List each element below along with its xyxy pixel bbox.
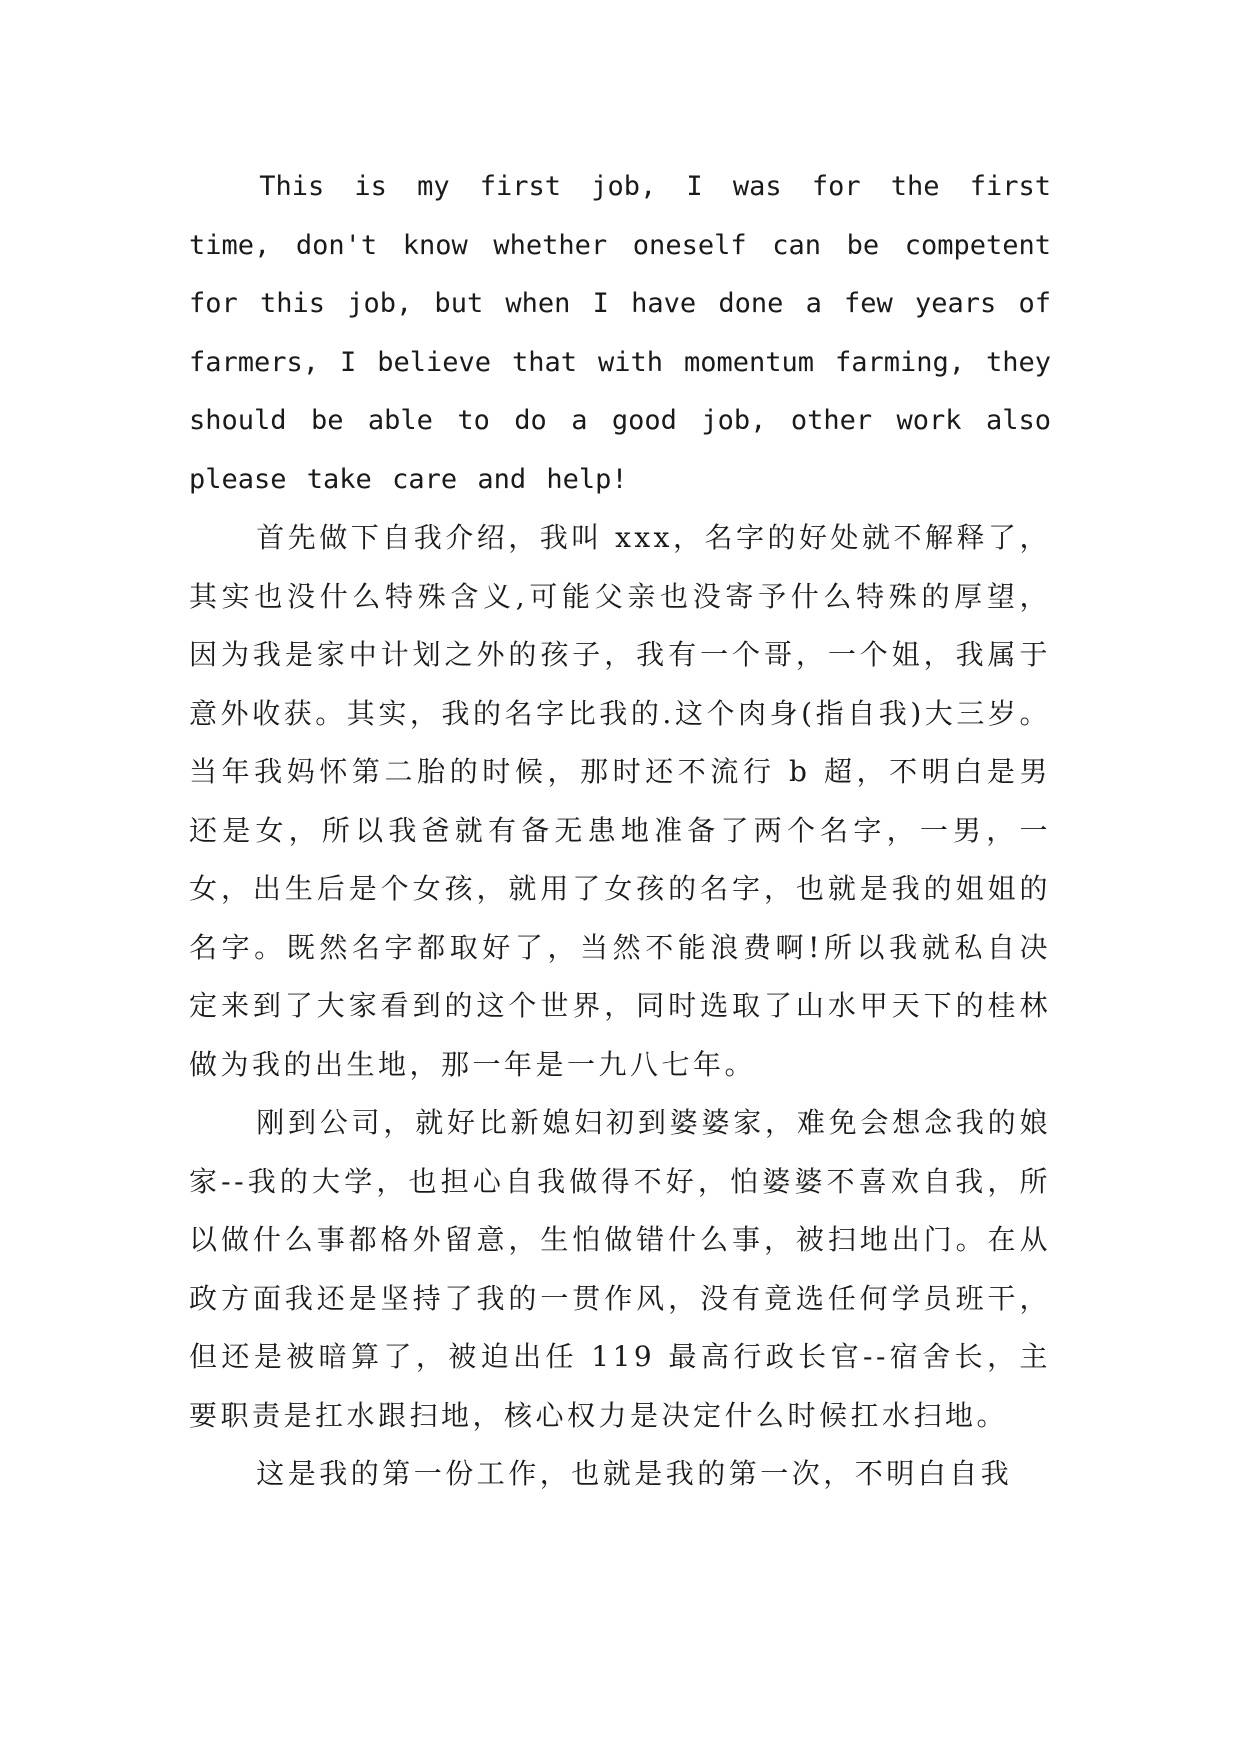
paragraph-english-intro: This is my first job, I was for the first time, don't know whether oneself can be competent for this job, but when I have done a few years of farmers, I believe that with momentum farming, they should be able to do a good job, other work also please take care and help! xyxy=(189,171,1051,495)
document-page xyxy=(189,158,1051,1504)
paragraph-joining-company: 刚到公司，就好比新媳妇初到婆婆家，难免会想念我的娘家--我的大学，也担心自我做得不好，怕婆婆不喜欢自我，所以做什么事都格外留意，生怕做错什么事，被扫地出门。在从政方面我还是坚持了我的一贯作风，没有竟选任何学员班干，但还是被暗算了，被迫出任 119 最高行政长官--宿舍长，主要职责是扛水跟扫地，核心权力是决定什么时候扛水扫地。 xyxy=(189,1106,1051,1432)
paragraph-first-job: 这是我的第一份工作，也就是我的第一次，不明白自我 xyxy=(256,1457,1013,1490)
paragraph-self-introduction: 首先做下自我介绍，我叫 xxx，名字的好处就不解释了，其实也没什么特殊含义,可能父亲也没寄予什么特殊的厚望，因为我是家中计划之外的孩子，我有一个哥，一个姐，我属于意外收获。其实，我的名字比我的.这个肉身(指自我)大三岁。当年我妈怀第二胎的时候，那时还不流行 b 超，不明白是男还是女，所以我爸就有备无患地准备了两个名字，一男，一女，出生后是个女孩，就用了女孩的名字，也就是我的姐姐的名字。既然名字都取好了，当然不能浪费啊!所以我就私自决定来到了大家看到的这个世界，同时选取了山水甲天下的桂林做为我的出生地，那一年是一九八七年。 xyxy=(189,521,1051,1081)
